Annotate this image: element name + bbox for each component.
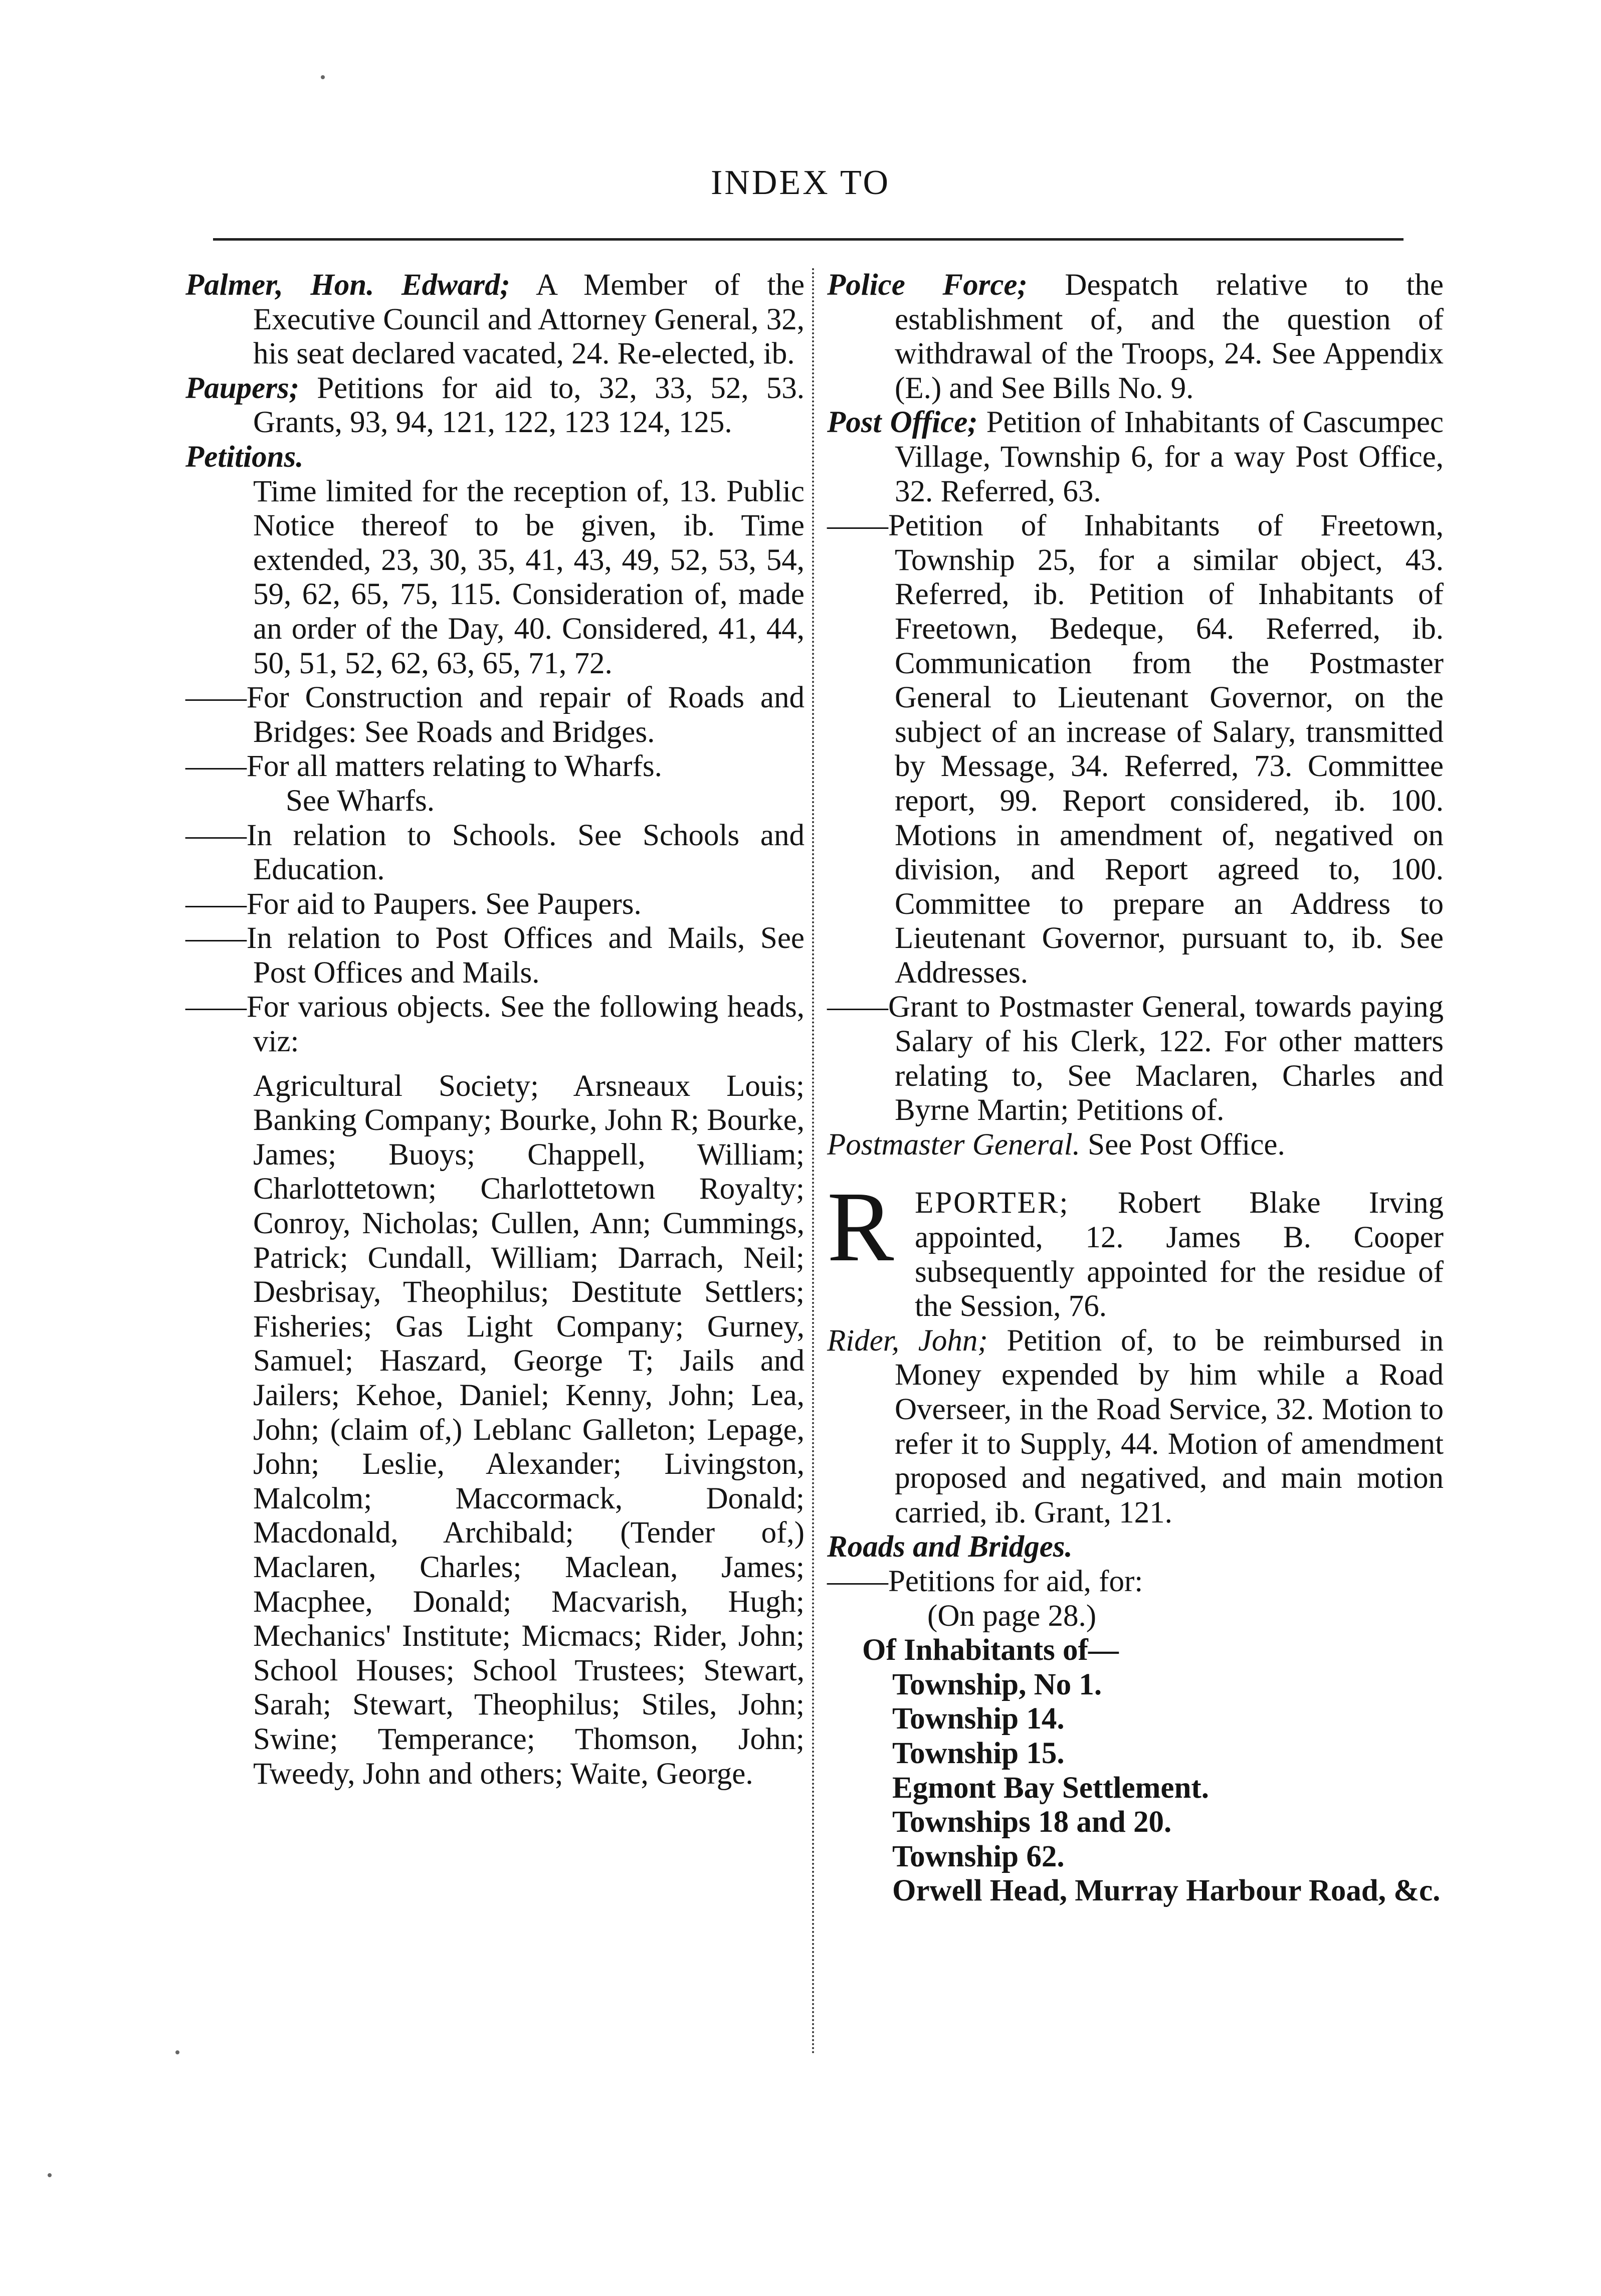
roads-items-list bbox=[827, 1668, 1444, 1908]
entry-postmaster-general bbox=[827, 1128, 1444, 1163]
entry-roads-head bbox=[827, 1530, 1444, 1565]
entry-text: Petition of Inhabitants of Cascumpec Village, Township 6, for a way Post Office, 32. Referred, 63. bbox=[895, 406, 1444, 508]
entry-text: Petition of, to be reimbursed in Money expended by him while a Road Overseer, in the Road Service, 32. Motion to refer it to Supply, 44. Motion of amendment proposed and negatived, and main motion carried, ib. Grant, 121. bbox=[895, 1323, 1444, 1529]
entry-police-force bbox=[827, 268, 1444, 406]
entry-palmer bbox=[185, 268, 805, 371]
column-divider bbox=[812, 268, 814, 2055]
entry-petitions-schools: ——In relation to Schools. See Schools and Education. bbox=[185, 818, 805, 887]
list-item: Township 15. bbox=[892, 1736, 1065, 1770]
print-speck bbox=[175, 2050, 179, 2054]
left-column bbox=[185, 268, 805, 1791]
entry-head: Roads and Bridges. bbox=[827, 1530, 1073, 1564]
list-item: Township 62. bbox=[892, 1839, 1065, 1873]
entry-roads-petitions: ——Petitions for aid, for: bbox=[827, 1564, 1143, 1598]
entry-post-office-freetown: ——Petition of Inhabitants of Freetown, Township 25, for a similar object, 43. Referred, ib. Petition of Inhabitants of Freetown, Bedeque, 64. Referred, ib. Communication from the Postmaster General to Lieutenant Governor, on the subject of an increase of Salary, transmitted by Message, 34. Referred, 73. Committee report, 99. Report considered, ib. 100. Motions in amendment of, negatived on division, and Report agreed to, 100. Committee to prepare an Address to Lieutenant Governor, pursuant to, ib. See Addresses. bbox=[827, 509, 1444, 990]
entry-petitions-paupers: ——For aid to Paupers. See Paupers. bbox=[185, 887, 642, 921]
entry-post-office bbox=[827, 406, 1444, 509]
entry-roads-inhabitants: Of Inhabitants of— bbox=[862, 1633, 1119, 1667]
title-rule bbox=[213, 238, 1404, 241]
entry-head: EPORTER; bbox=[915, 1186, 1070, 1220]
entry-head: Post Office; bbox=[827, 406, 978, 440]
entry-head: Rider, John; bbox=[827, 1323, 988, 1358]
print-speck bbox=[321, 75, 325, 79]
entry-text: Despatch relative to the establishment of, and the question of withdrawal of the Troops, 24. See Appendix (E.) and See Bills No. 9. bbox=[895, 268, 1444, 405]
list-item: Egmont Bay Settlement. bbox=[892, 1771, 1209, 1805]
print-speck bbox=[48, 2173, 52, 2177]
page-title: INDEX TO bbox=[710, 163, 890, 202]
list-item: Township, No 1. bbox=[892, 1667, 1102, 1701]
entry-text: Robert Blake Irving appointed, 12. James B. Cooper subsequently appointed for the residue of the Session, 76. bbox=[915, 1186, 1444, 1323]
entry-text: Petitions for aid to, 32, 33, 52, 53. Grants, 93, 94, 121, 122, 123 124, 125. bbox=[253, 371, 805, 440]
list-item: Orwell Head, Murray Harbour Road, &c. bbox=[892, 1874, 1441, 1908]
entry-reporter bbox=[827, 1172, 1444, 1323]
entry-petitions-various: ——For various objects. See the following heads, viz: bbox=[185, 990, 805, 1059]
entry-post-office-grant: ——Grant to Postmaster General, towards paying Salary of his Clerk, 122. For other matters relating to, See Maclaren, Charles and Byrne Martin; Petitions of. bbox=[827, 990, 1444, 1127]
entry-petitions-post: ——In relation to Post Offices and Mails, See Post Offices and Mails. bbox=[185, 921, 805, 990]
right-column bbox=[827, 268, 1444, 1908]
entry-petitions-main: Time limited for the reception of, 13. Public Notice thereof to be given, ib. Time extended, 23, 30, 35, 41, 43, 49, 52, 53, 54, 59, 62, 65, 75, 115. Consideration of, made an order of the Day, 40. Considered, 41, 44, 50, 51, 52, 62, 63, 65, 71, 72. bbox=[253, 474, 805, 680]
entry-petitions-head bbox=[185, 440, 805, 475]
entry-rider-john bbox=[827, 1324, 1444, 1530]
entry-head: Petitions. bbox=[185, 440, 304, 474]
entry-petitions-roads: ——For Construction and repair of Roads and Bridges: See Roads and Bridges. bbox=[185, 681, 805, 749]
entry-head: Palmer, Hon. Edward; bbox=[185, 268, 510, 302]
entry-head: Police Force; bbox=[827, 268, 1028, 302]
drop-cap: R bbox=[827, 1172, 894, 1283]
entry-petitions-wharfs: ——For all matters relating to Wharfs. bbox=[185, 749, 662, 784]
list-item: Township 14. bbox=[892, 1702, 1065, 1736]
entry-petitions-list: Agricultural Society; Arsneaux Louis; Banking Company; Bourke, John R; Bourke, James; Buoys; Chappell, William; Charlottetown; Charlottetown Royalty; Conroy, Nicholas; Cullen, Ann; Cummings, Patrick; Cundall, William; Darrach, Neil; Desbrisay, Theophilus; Destitute Settlers; Fisheries; Gas Light Company; Gurney, Samuel; Haszard, George T; Jails and Jailers; Kehoe, Daniel; Kenny, John; Lea, John; (claim of,) Leblanc Galleton; Lepage, John; Leslie, Alexander; Livingston, Malcolm; Maccormack, Donald; Macdonald, Archibald; (Tender of,) Maclaren, Charles; Maclean, James; Macphee, Donald; Macvarish, Hugh; Mechanics' Institute; Micmacs; Rider, John; School Houses; School Trustees; Stewart, Sarah; Stewart, Theophilus; Stiles, John; Swine; Temperance; Thomson, John; Tweedy, John and others; Waite, George. bbox=[253, 1069, 805, 1791]
entry-text: See Post Office. bbox=[1088, 1127, 1285, 1162]
entry-petitions-wharfs-see: See Wharfs. bbox=[286, 784, 435, 818]
entry-head: Paupers; bbox=[185, 371, 300, 405]
entry-paupers bbox=[185, 371, 805, 440]
entry-head: Postmaster General. bbox=[827, 1127, 1080, 1162]
list-item: Townships 18 and 20. bbox=[892, 1805, 1172, 1839]
entry-text: A Member of the Executive Council and Attorney General, 32, his seat declared vacated, 24. Re-elected, ib. bbox=[253, 268, 805, 371]
entry-roads-page: (On page 28.) bbox=[927, 1599, 1097, 1633]
